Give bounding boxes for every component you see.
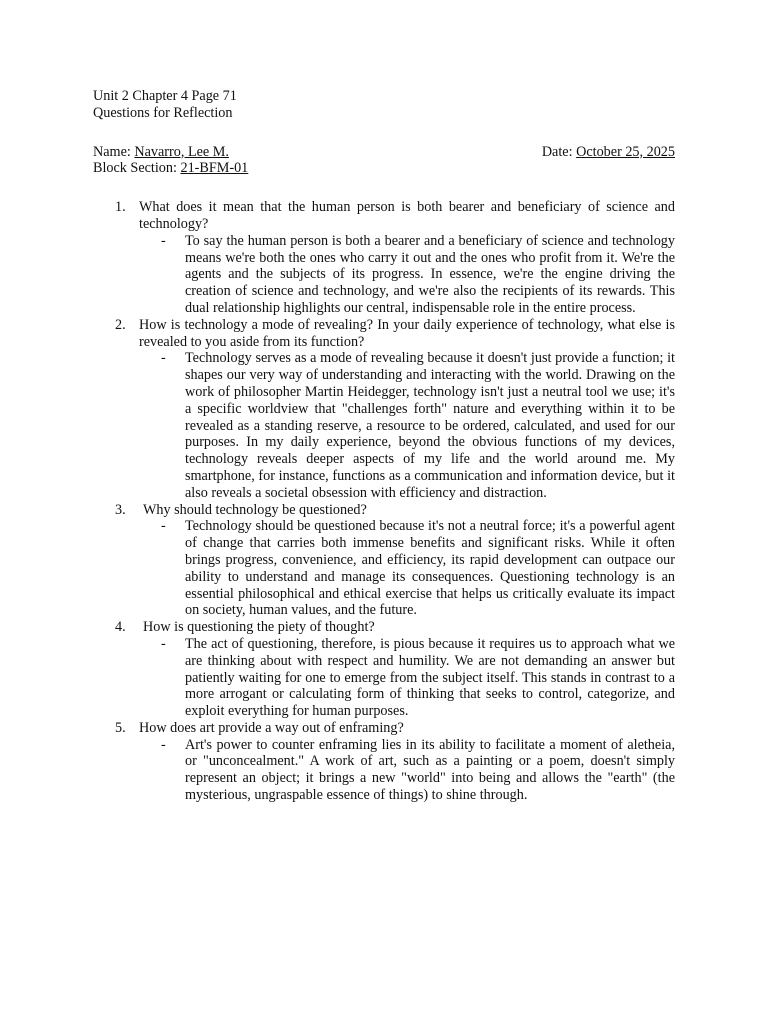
answer-dash: - (161, 736, 166, 753)
answer-dash: - (161, 350, 166, 367)
block-section-field (93, 160, 675, 177)
unit-heading: Unit 2 Chapter 4 Page 71 (93, 88, 237, 104)
question-text: How does art provide a way out of enframing? (139, 719, 404, 736)
question-number: 2. (115, 316, 126, 333)
name-label: Name: (93, 143, 135, 160)
document-page (93, 88, 675, 804)
question-number: 1. (115, 199, 126, 216)
date-label: Date: (541, 143, 577, 160)
question-number: 4. (115, 619, 126, 636)
question-number: 5. (115, 719, 126, 736)
question-4 (93, 619, 675, 636)
question-1 (93, 199, 675, 233)
name-field (93, 144, 229, 161)
question-2 (93, 317, 675, 351)
question-text: How is technology a mode of revealing? In your daily experience of technology, what else is revealed to you aside from its function? (139, 316, 675, 350)
questions-heading: Questions for Reflection (93, 104, 233, 121)
answer-dash: - (161, 518, 166, 535)
answer-1 (93, 233, 675, 317)
answer-text: Technology serves as a mode of revealing because it doesn't just provide a function; it shapes our very way of understanding and interacting with the world. Drawing on the work of philosopher Martin Heidegger, technology isn't just a neutral tool we use; it's a specific worldview that "challenges forth" nature and everything within it to be revealed as a standing reserve, a resource to be ordered, calculated, and used for our purposes. In my daily experience, beyond the obvious functions of my devices, technology reveals deeper aspects of my life and the world around me. My smartphone, for instance, functions as a communication and information device, but it also reveals a societal obsession with efficiency and distraction. (185, 350, 675, 501)
answer-text: Art's power to counter enframing lies in its ability to facilitate a moment of aletheia, or "unconcealment." A work of art, such as a painting or a poem, doesn't simply represent an object; it brings a new "world" into being and allows the "earth" (the mysterious, ungraspable essence of things) to shine through. (185, 736, 675, 804)
answer-5 (93, 737, 675, 804)
answer-3 (93, 518, 675, 619)
answer-text: Technology should be questioned because it's not a neutral force; it's a powerful agent of change that carries both immense benefits and significant risks. While it often brings progress, convenience, and efficiency, its rapid development can outpace our ability to understand and manage its consequences. Questioning technology is an essential philosophical and ethical exercise that helps us critically evaluate its impact on society, human values, and the future. (185, 518, 675, 619)
question-text: What does it mean that the human person is both bearer and beneficiary of science and technology? (139, 199, 675, 232)
question-5 (93, 720, 675, 737)
answer-dash: - (161, 232, 166, 249)
block-value: 21-BFM-01 (180, 160, 249, 177)
answer-4 (93, 636, 675, 720)
question-number: 3. (115, 501, 126, 518)
answer-dash: - (161, 635, 166, 652)
name-value: Navarro, Lee M. (134, 143, 229, 160)
question-text: Why should technology be questioned? (143, 501, 367, 518)
answer-text: The act of questioning, therefore, is pious because it requires us to approach what we are thinking about with respect and humility. We are not demanding an answer but patiently waiting for one to emerge from the subject itself. This stands in contrast to a more arrogant or calculating form of thinking that seeks to control, categorize, and exploit everything for human purposes. (185, 635, 675, 720)
date-value: October 25, 2025 (576, 143, 675, 160)
name-date-row (93, 144, 675, 161)
question-text: How is questioning the piety of thought? (143, 619, 375, 636)
date-field (542, 144, 675, 161)
answer-text: To say the human person is both a bearer and a beneficiary of science and technology means we're both the ones who carry it out and the ones who profit from it. We're the agents and the subjects of its progress. In essence, we're the engine driving the creation of science and technology, and we're also the recipients of its rewards. This dual relationship highlights our central, indispensable role in the entire process. (185, 232, 675, 316)
block-label: Block Section: (93, 160, 181, 177)
answer-2 (93, 350, 675, 501)
spacer (93, 122, 675, 144)
question-3 (93, 502, 675, 519)
questions-list (93, 199, 675, 804)
